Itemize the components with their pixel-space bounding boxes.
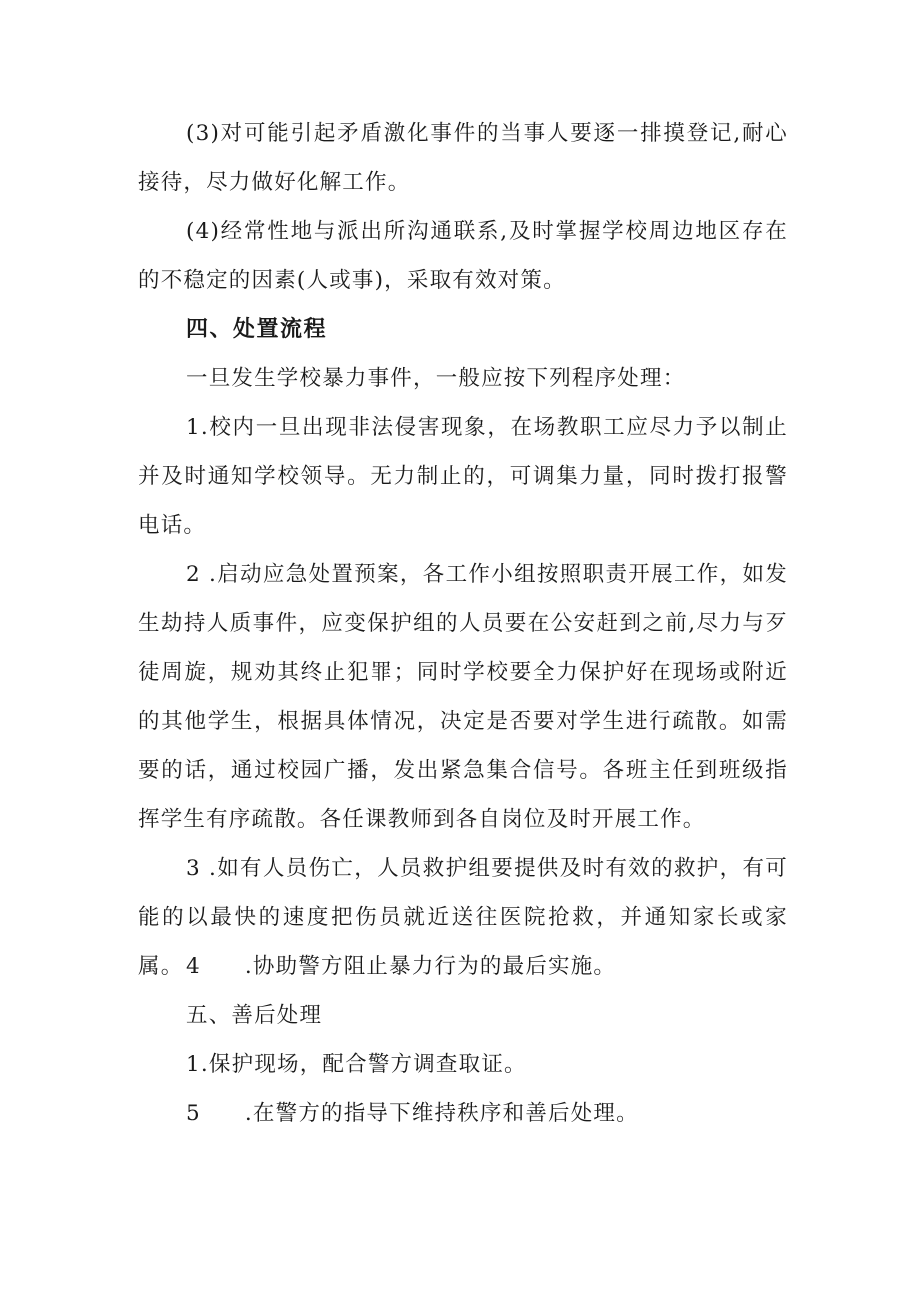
after-step-2	[186, 1089, 639, 1138]
step-3: 3 .如有人员伤亡，人员救护组要提供及时有效的救护，有可能的以最快的速度把伤员就近送往医院抢救，并通知家长或家属。	[138, 856, 788, 979]
step-1: 1.校内一旦出现非法侵害现象，在场教职工应尽力予以制止并及时通知学校领导。无力制止的，可调集力量，同时拨打报警电话。	[138, 415, 788, 538]
step-4-number: 4	[186, 954, 201, 979]
paragraph-item-3: (3)对可能引起矛盾激化事件的当事人要逐一排摸登记,耐心接待，尽力做好化解工作。	[138, 121, 788, 195]
after-step-2-text: .在警方的指导下维持秩序和善后处理。	[244, 1101, 639, 1126]
section-intro: 一旦发生学校暴力事件，一般应按下列程序处理：	[186, 366, 686, 391]
step-4	[186, 942, 616, 991]
section-heading-4: 四、处置流程	[186, 317, 328, 342]
step-4-text: .协助警方阻止暴力行为的最后实施。	[244, 954, 617, 979]
step-2: 2 .启动应急处置预案，各工作小组按照职责开展工作，如发生劫持人质事件，应变保护组的人员要在公安赶到之前,尽力与歹徒周旋，规劝其终止犯罪；同时学校要全力保护好在现场或附近的其他学生，根据具体情况，决定是否要对学生进行疏散。如需要的话，通过校园广播，发出紧急集合信号。各班主任到班级指挥学生有序疏散。各任课教师到各自岗位及时开展工作。	[138, 562, 788, 832]
after-step-2-number: 5	[186, 1101, 201, 1126]
section-heading-5: 五、善后处理	[186, 1003, 323, 1028]
after-step-1: 1.保护现场，配合警方调查取证。	[186, 1052, 527, 1077]
paragraph-item-4: (4)经常性地与派出所沟通联系,及时掌握学校周边地区存在的不稳定的因素(人或事)，采取有效对策。	[138, 219, 788, 293]
